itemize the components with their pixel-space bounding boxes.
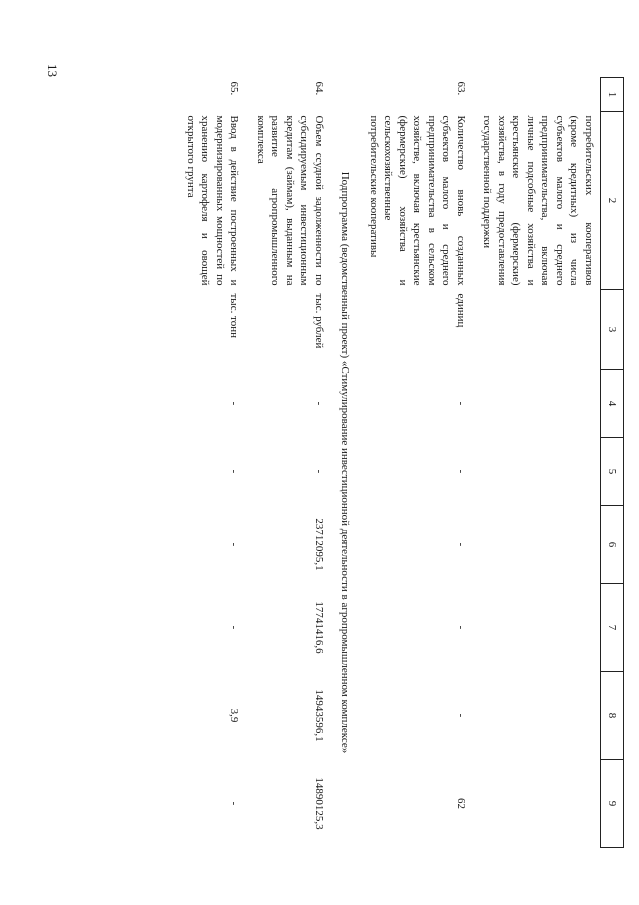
value-cell: -: [228, 401, 241, 406]
value-cell: -: [228, 801, 241, 806]
value-cell: -: [313, 401, 325, 406]
column-header: 9: [601, 760, 624, 848]
column-number-row: [601, 78, 624, 848]
table-row: [182, 78, 252, 848]
indicator-name: Количество вновь созданных субъектов малого и среднего предпринимательства в сельском хозяйстве, включая крестьянские (фермерские) хозяйства и сельскохозяйственные потребительские кооперативы: [368, 115, 467, 286]
value-cell: 14943596,1: [313, 689, 325, 742]
unit: тыс. рублей: [313, 293, 325, 349]
column-header: 8: [601, 672, 624, 760]
value-cell: -: [313, 469, 325, 474]
value-cell: -: [228, 469, 241, 474]
document-page: [114, 77, 624, 847]
column-header: 7: [601, 584, 624, 672]
continuation-row: [478, 78, 601, 848]
value-cell: 23712095,1: [313, 518, 325, 571]
value-cell: 14890125,3: [313, 777, 325, 830]
value-cell: 17741416,6: [313, 601, 325, 654]
column-header: 1: [601, 78, 624, 112]
row-number: 63.: [455, 81, 467, 96]
value-cell: -: [455, 542, 467, 547]
indicator-name: потребительских кооперативов (кроме кредитных) из числа субъектов малого и среднего предпринимательства, включая личные подсобные хозяйства и крестьянские (фермерские) хозяйства, в году предоставления государственной поддержки: [481, 115, 595, 286]
value-cell: -: [455, 625, 467, 630]
table-row: [365, 78, 479, 848]
indicators-table: [182, 77, 625, 848]
unit: единиц: [455, 293, 467, 328]
column-header: 2: [601, 112, 624, 290]
value-cell: -: [228, 625, 241, 630]
row-number: 65.: [228, 81, 241, 96]
indicator-name: Ввод в действие построенных и модернизированных мощностей по хранению картофеля и овощей открытого грунта: [185, 115, 241, 286]
table-row: [252, 78, 329, 848]
value-cell: -: [228, 542, 241, 547]
page-number: 13: [45, 64, 60, 77]
column-header: 3: [601, 290, 624, 370]
value-cell: -: [455, 469, 467, 474]
column-header: 6: [601, 506, 624, 584]
value-cell: -: [455, 713, 467, 718]
indicator-name: Объем ссудной задолженности по субсидируемым инвестиционным кредитам (займам), выданным на развитие агропромышленного комплекса: [255, 115, 325, 286]
value-cell: 62: [455, 798, 467, 809]
subprogram-heading-row: [328, 78, 365, 848]
column-header: 4: [601, 370, 624, 438]
value-cell: -: [455, 401, 467, 406]
subprogram-title: Подпрограмма (ведомственный проект) «Стимулирование инвестиционной деятельности в агропромышленном комплексе»: [339, 171, 352, 754]
column-header: 5: [601, 438, 624, 506]
value-cell: 3,9: [228, 708, 241, 723]
unit: тыс. тонн: [228, 293, 241, 339]
row-number: 64.: [313, 81, 325, 96]
